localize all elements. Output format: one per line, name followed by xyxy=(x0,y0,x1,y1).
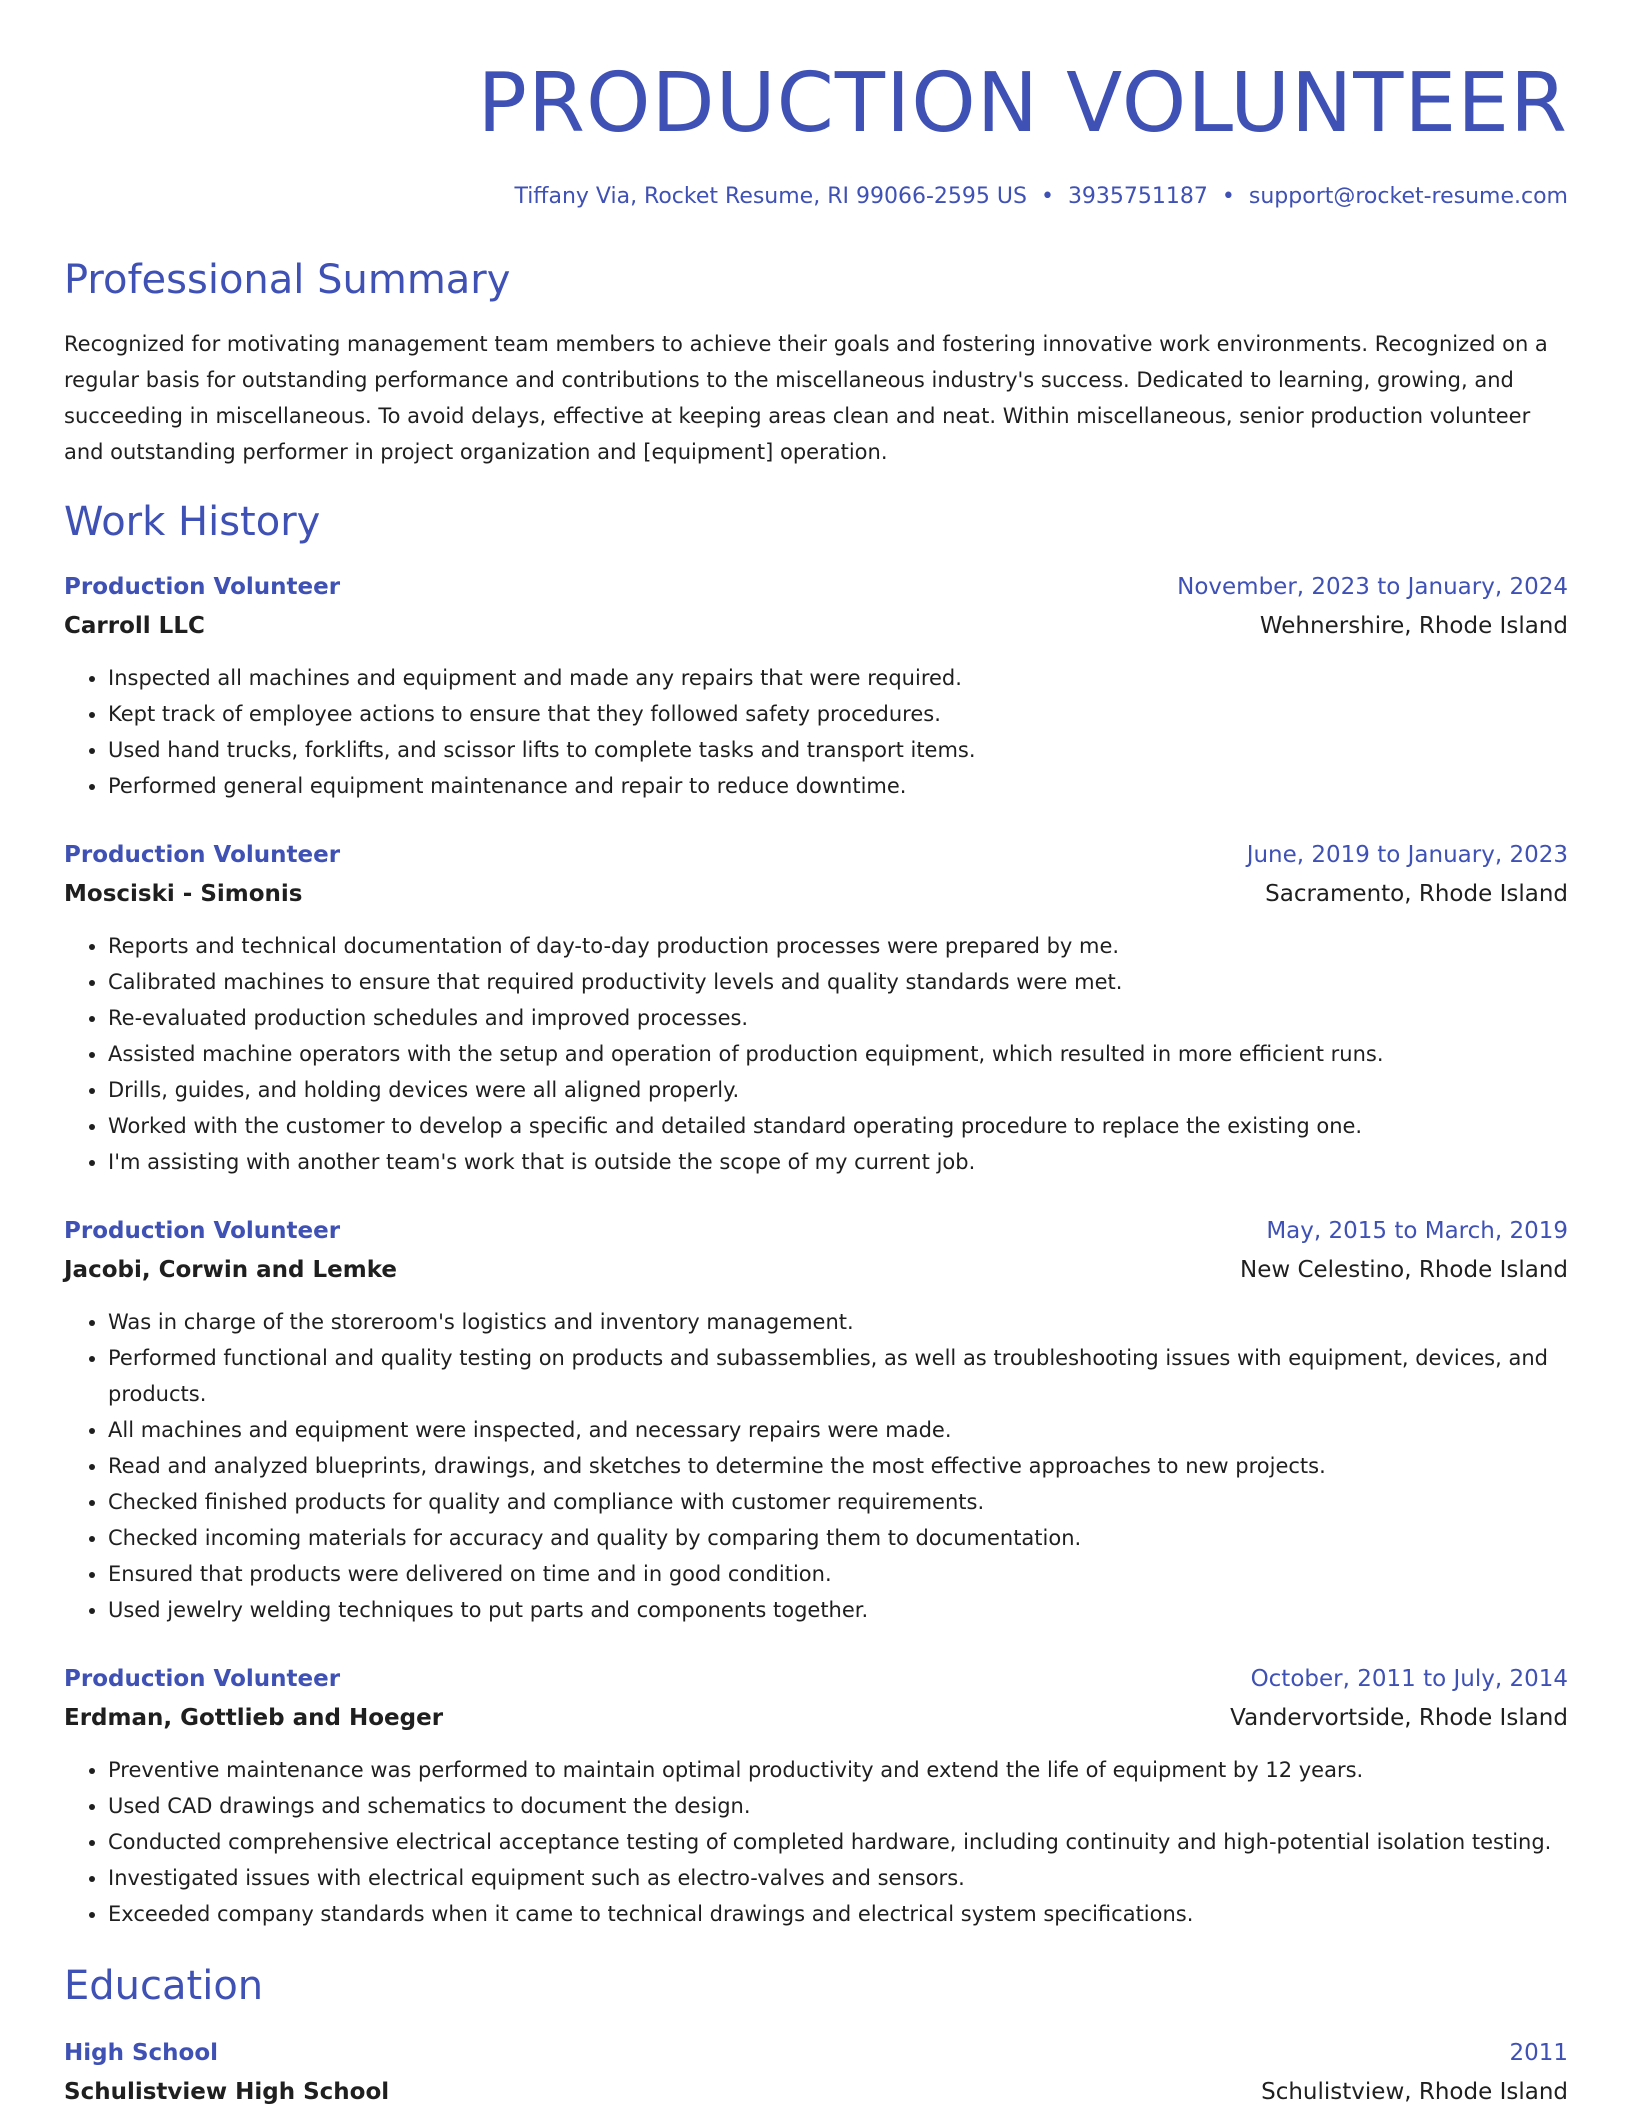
job-bullet: • Performed general equipment maintenance and repair to reduce downtime. xyxy=(108,768,1568,804)
job-bullet: • Inspected all machines and equipment and made any repairs that were required. xyxy=(108,660,1568,696)
job-bullet: • Conducted comprehensive electrical acceptance testing of completed hardware, including continuity and high-potential isolation testing. xyxy=(108,1824,1568,1860)
job-bullet: • Ensured that products were delivered on time and in good condition. xyxy=(108,1556,1568,1592)
job-bullet: • Kept track of employee actions to ensure that they followed safety procedures. xyxy=(108,696,1568,732)
job-bullet: • Drills, guides, and holding devices were all aligned properly. xyxy=(108,1072,1568,1108)
job-company: Erdman, Gottlieb and Hoeger xyxy=(64,1705,444,1731)
job-bullet: • Re-evaluated production schedules and improved processes. xyxy=(108,1000,1568,1036)
contact-line xyxy=(64,182,1568,212)
work-history-heading: Work History xyxy=(64,499,321,545)
job-entry xyxy=(64,836,1568,1180)
job-location: Wehnershire, Rhode Island xyxy=(1259,613,1568,639)
job-bullet: • Assisted machine operators with the setup and operation of production equipment, which resulted in more efficient runs. xyxy=(108,1036,1568,1072)
job-location: Vandervortside, Rhode Island xyxy=(1230,1705,1568,1731)
job-bullet: • Exceeded company standards when it came to technical drawings and electrical system specifications. xyxy=(108,1896,1568,1932)
job-dates: October, 2011 to July, 2014 xyxy=(1250,1666,1568,1692)
job-location: New Celestino, Rhode Island xyxy=(1239,1257,1568,1283)
job-bullet: • Used jewelry welding techniques to put parts and components together. xyxy=(108,1592,1568,1628)
job-bullets xyxy=(64,660,1568,804)
job-entry xyxy=(64,1212,1568,1628)
contact-address: Tiffany Via, Rocket Resume, RI 99066-2595 US xyxy=(514,184,1027,209)
job-dates: June, 2019 to January, 2023 xyxy=(1246,842,1568,868)
job-company: Carroll LLC xyxy=(64,613,205,639)
job-bullet: • Checked incoming materials for accuracy and quality by comparing them to documentation. xyxy=(108,1520,1568,1556)
job-bullet: • Was in charge of the storeroom's logistics and inventory management. xyxy=(108,1304,1568,1340)
job-bullet: • All machines and equipment were inspected, and necessary repairs were made. xyxy=(108,1412,1568,1448)
job-company: Jacobi, Corwin and Lemke xyxy=(64,1257,398,1283)
contact-separator: • xyxy=(1040,184,1054,209)
job-bullets xyxy=(64,928,1568,1180)
job-bullet: • Preventive maintenance was performed to maintain optimal productivity and extend the life of equipment by 12 years. xyxy=(108,1752,1568,1788)
job-bullet: • Worked with the customer to develop a specific and detailed standard operating procedure to replace the existing one. xyxy=(108,1108,1568,1144)
job-location: Sacramento, Rhode Island xyxy=(1265,881,1568,907)
job-title: Production Volunteer xyxy=(64,1666,341,1692)
resume-page xyxy=(64,0,1568,2112)
job-bullet: • Used CAD drawings and schematics to document the design. xyxy=(108,1788,1568,1824)
job-bullet: • Performed functional and quality testing on products and subassemblies, as well as troubleshooting issues with equipment, devices, and products. xyxy=(108,1340,1568,1412)
job-bullets xyxy=(64,1304,1568,1628)
contact-email: support@rocket-resume.com xyxy=(1248,184,1568,209)
summary-text: Recognized for motivating management team members to achieve their goals and fostering innovative work environments. Recognized on a regular basis for outstanding performance and contributions to the miscellaneous industry's success. Dedicated to learning, growing, and succeeding in miscellaneous. To avoid delays, effective at keeping areas clean and neat. Within miscellaneous, senior production volunteer and outstanding performer in project organization and [equipment] operation. xyxy=(64,332,1548,464)
job-bullet: • Investigated issues with electrical equipment such as electro-valves and sensors. xyxy=(108,1860,1568,1896)
job-bullet: • Checked finished products for quality and compliance with customer requirements. xyxy=(108,1484,1568,1520)
job-bullet: • Calibrated machines to ensure that required productivity levels and quality standards were met. xyxy=(108,964,1568,1000)
job-title: Production Volunteer xyxy=(64,842,341,868)
resume-header xyxy=(64,0,1568,212)
education-school: Schulistview High School xyxy=(64,2079,390,2105)
job-bullet: • I'm assisting with another team's work that is outside the scope of my current job. xyxy=(108,1144,1568,1180)
contact-phone: 3935751187 xyxy=(1067,184,1208,209)
education-year: 2011 xyxy=(1509,2040,1568,2066)
resume-name: PRODUCTION VOLUNTEER xyxy=(477,56,1568,151)
education-heading: Education xyxy=(64,1963,264,2009)
job-title: Production Volunteer xyxy=(64,574,341,600)
job-entry xyxy=(64,1660,1568,1932)
job-bullets xyxy=(64,1752,1568,1932)
education-degree: High School xyxy=(64,2040,219,2066)
job-title: Production Volunteer xyxy=(64,1218,341,1244)
job-bullet: • Reports and technical documentation of day-to-day production processes were prepared by me. xyxy=(108,928,1568,964)
job-company: Mosciski - Simonis xyxy=(64,881,303,907)
job-dates: May, 2015 to March, 2019 xyxy=(1266,1218,1568,1244)
summary-heading: Professional Summary xyxy=(64,257,511,303)
education-entry xyxy=(64,2034,1568,2112)
job-bullet: • Used hand trucks, forklifts, and scissor lifts to complete tasks and transport items. xyxy=(108,732,1568,768)
education-location: Schulistview, Rhode Island xyxy=(1261,2079,1568,2105)
job-bullet: • Read and analyzed blueprints, drawings, and sketches to determine the most effective approaches to new projects. xyxy=(108,1448,1568,1484)
job-dates: November, 2023 to January, 2024 xyxy=(1177,574,1568,600)
contact-separator: • xyxy=(1221,184,1235,209)
job-entry xyxy=(64,568,1568,804)
